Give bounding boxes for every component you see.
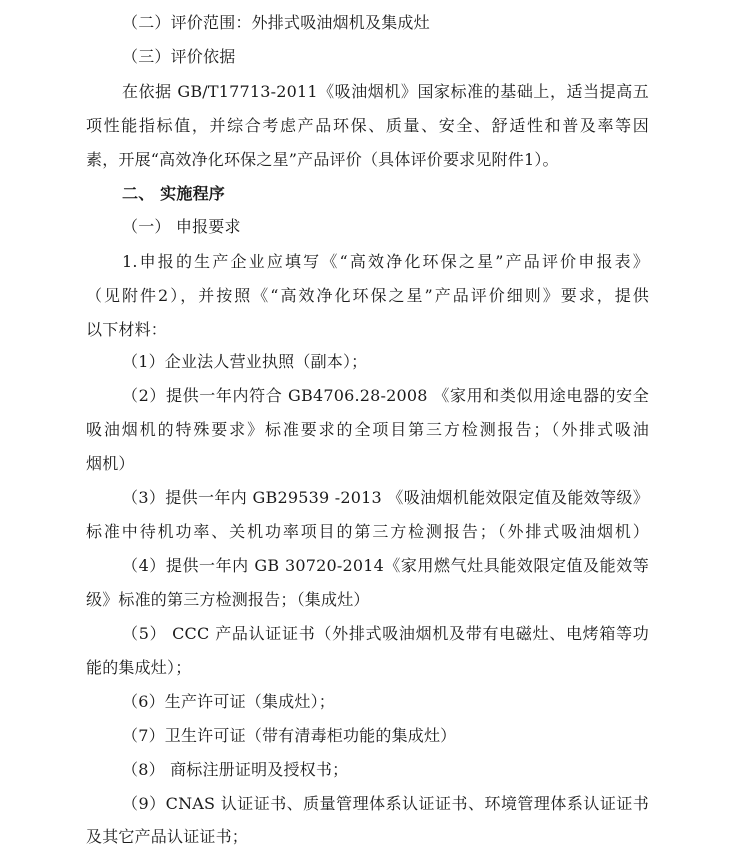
basis-paragraph-line-1: 在依据 GB/T17713-2011《吸油烟机》国家标准的基础上，适当提高五 [122, 82, 649, 101]
material-7: （7）卫生许可证（带有清毒柜功能的集成灶） [122, 726, 457, 745]
material-1: （1）企业法人营业执照（副本）； [122, 352, 368, 371]
material-6: （6）生产许可证（集成灶）； [122, 692, 335, 711]
material-3-line-1: （3）提供一年内 GB29539 -2013 《吸油烟机能效限定值及能效等级》 [122, 488, 649, 507]
basis-paragraph-line-3: 素，开展“高效净化环保之星”产品评价（具体评价要求见附件1）。 [86, 150, 559, 169]
basis-paragraph-line-2: 项性能指标值，并综合考虑产品环保、质量、安全、舒适性和普及率等因 [86, 116, 649, 135]
item1-line-2: （见附件2），并按照《“高效净化环保之星”产品评价细则》要求，提供 [86, 286, 649, 305]
apply-requirements-heading: （一） 申报要求 [122, 217, 241, 236]
material-9-line-2: 及其它产品认证证书； [86, 827, 249, 846]
material-9-line-1: （9）CNAS 认证证书、质量管理体系认证证书、环境管理体系认证证书 [122, 794, 649, 813]
material-2-line-2: 吸油烟机的特殊要求》标准要求的全项目第三方检测报告；（外排式吸油 [86, 420, 649, 439]
material-5-line-2: 能的集成灶）； [86, 658, 192, 677]
material-3-line-2: 标准中待机功率、关机功率项目的第三方检测报告；（外排式吸油烟机） [86, 522, 649, 541]
basis-heading: （三）评价依据 [122, 47, 236, 66]
material-2-line-1: （2）提供一年内符合 GB4706.28-2008 《家用和类似用途电器的安全 [122, 386, 649, 405]
scope-heading: （二）评价范围：外排式吸油烟机及集成灶 [122, 13, 430, 32]
material-4-line-2: 级》标准的第三方检测报告；（集成灶） [86, 590, 370, 609]
item1-line-3: 以下材料： [86, 320, 168, 339]
material-5-line-1: （5） CCC 产品认证证书（外排式吸油烟机及带有电磁灶、电烤箱等功 [122, 624, 649, 643]
material-2-line-3: 烟机） [86, 454, 135, 473]
item1-line-1: 1.申报的生产企业应填写《“高效净化环保之星”产品评价申报表》 [122, 252, 649, 271]
material-4-line-1: （4）提供一年内 GB 30720-2014《家用燃气灶具能效限定值及能效等 [122, 556, 649, 575]
material-8: （8） 商标注册证明及授权书； [122, 760, 349, 779]
procedure-heading: 二、 实施程序 [122, 184, 225, 203]
